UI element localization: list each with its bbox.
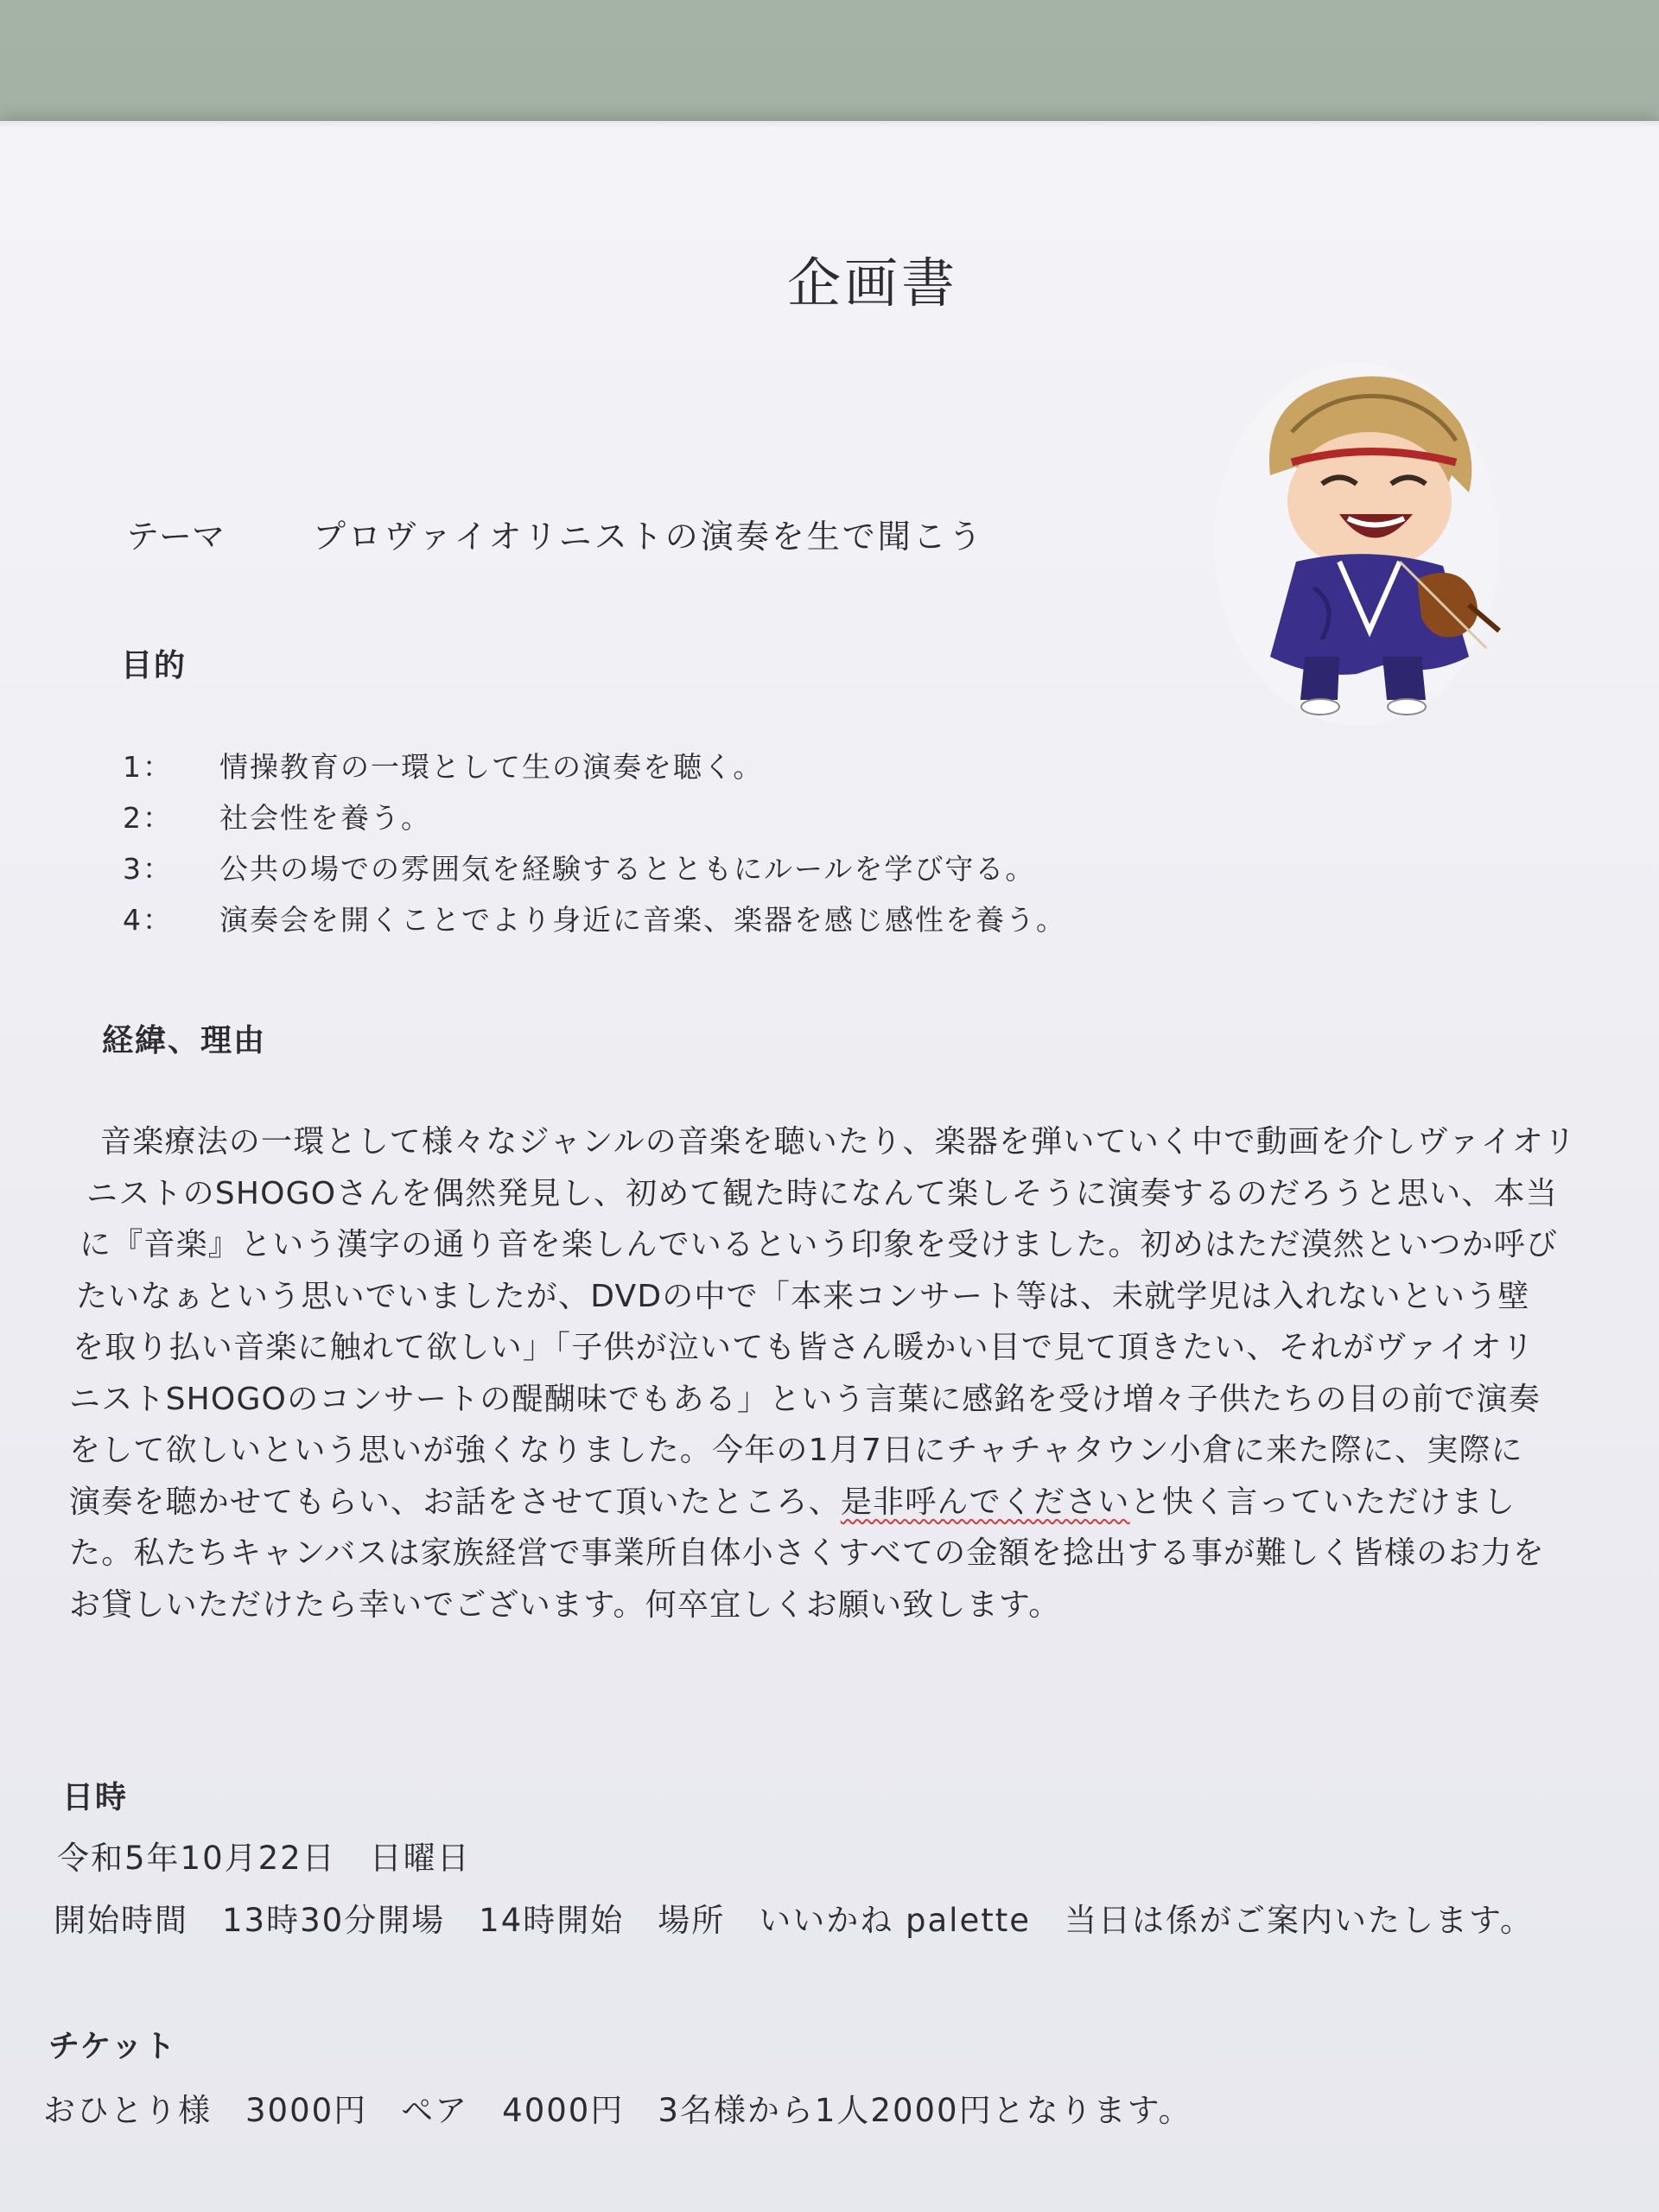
violinist-mascot-illustration: [1210, 346, 1503, 726]
spellcheck-marked-text: 是非呼んでください: [840, 1484, 1130, 1520]
paragraph-line: に『音楽』という漢字の通り音を楽しんでいるという印象を受けました。初めはただ漠然といつか呼び: [79, 1227, 1559, 1262]
list-item-text: 公共の場での雰囲気を経験するとともにルールを学び守る。: [219, 852, 1036, 886]
purpose-list: [118, 745, 1066, 949]
paragraph-line: 音楽療法の一環として様々なジャンルの音楽を聴いたり、楽器を弾いていく中で動画を介しヴァイオリ: [100, 1124, 1577, 1160]
purpose-heading: 目的: [121, 648, 188, 683]
paragraph-line: た。私たちキャンバスは家族経営で事業所自体小さくすべての金額を捻出する事が難しく皆様のお力を: [69, 1535, 1545, 1571]
ticket-heading: チケット: [48, 2029, 177, 2064]
schedule-heading: 日時: [62, 1780, 129, 1815]
list-item: [118, 796, 1066, 847]
paragraph-line: たいなぁという思いでいましたが、DVDの中で「本来コンサート等は、未就学児は入れないという壁: [76, 1278, 1530, 1314]
ticket-prices: おひとり様 3000円 ペア 4000円 3名様から1人2000円となります。: [43, 2092, 1192, 2129]
list-item-number: 4：: [123, 903, 173, 937]
list-item-number: 3：: [123, 852, 173, 886]
list-item-number: 2：: [123, 801, 173, 835]
paragraph-text: と快く言っていただけまし: [1129, 1484, 1516, 1520]
theme-value: プロヴァイオリニストの演奏を生で聞こう: [313, 518, 984, 556]
list-item: [118, 898, 1066, 949]
paragraph-line: [69, 1477, 1633, 1529]
reason-paragraph: [69, 1116, 1633, 1630]
paragraph-line: をして欲しいという思いが強くなりました。今年の1月7日にチャチャタウン小倉に来た際に、実際に: [69, 1433, 1523, 1468]
paragraph-text: 演奏を聴かせてもらい、お話をさせて頂いたところ、: [69, 1484, 841, 1520]
document-title: 企画書: [786, 251, 958, 315]
list-item: [118, 745, 1066, 796]
paragraph-line: ニストのSHOGOさんを偶然発見し、初めて観た時になんて楽しそうに演奏するのだろうと思い、本当: [86, 1175, 1558, 1211]
list-item: [118, 847, 1066, 898]
paragraph-line: ニストSHOGOのコンサートの醍醐味でもある」という言葉に感銘を受け増々子供たちの目の前で演奏: [69, 1381, 1541, 1417]
theme-label: テーマ: [126, 518, 226, 556]
list-item-text: 演奏会を開くことでより身近に音楽、楽器を感じ感性を養う。: [219, 903, 1066, 937]
theme-row: [126, 510, 984, 557]
schedule-details: 開始時間 13時30分開場 14時開始 場所 いいかね palette 当日は係がご案内いたします。: [54, 1902, 1535, 1939]
paragraph-line: を取り払い音楽に触れて欲しい」「子供が泣いても皆さん暖かい目で見て頂きたい、それがヴァイオリ: [73, 1330, 1535, 1365]
schedule-date: 令和5年10月22日 日曜日: [57, 1840, 471, 1877]
paragraph-line: お貸しいただけたら幸いでございます。何卒宜しくお願い致します。: [69, 1586, 1061, 1623]
reason-heading: 経緯、理由: [102, 1023, 267, 1058]
list-item-text: 情操教育の一環として生の演奏を聴く。: [219, 750, 764, 784]
list-item-number: 1：: [123, 750, 173, 784]
list-item-text: 社会性を養う。: [219, 801, 431, 835]
